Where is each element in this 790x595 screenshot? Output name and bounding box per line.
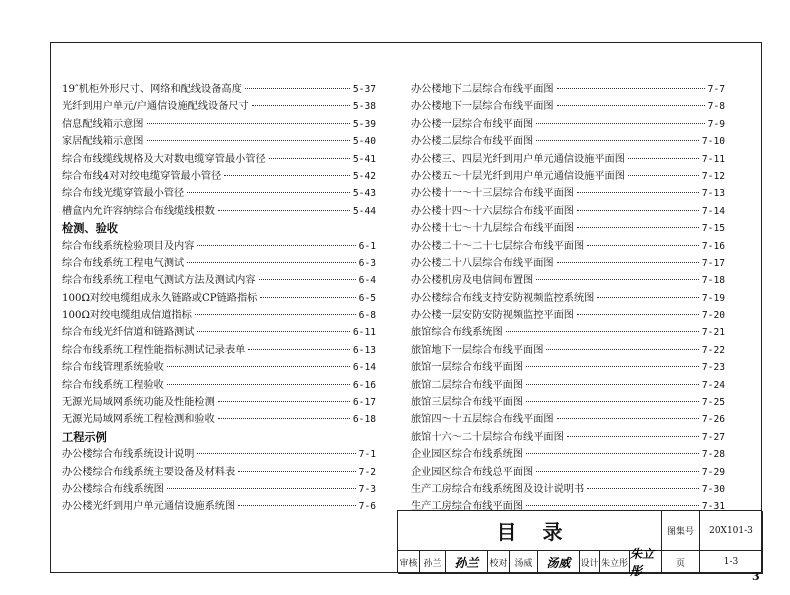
dot-leader: [238, 471, 355, 472]
toc-entry-title: 办公楼光纤到用户单元通信设施系统图: [62, 501, 236, 513]
toc-entry-page: 7-22: [701, 344, 725, 356]
toc-entry: [62, 116, 376, 133]
dot-leader: [218, 418, 350, 419]
dot-leader: [197, 245, 355, 246]
toc-entry: [62, 81, 376, 98]
dot-leader: [218, 401, 350, 402]
toc-entry-page: 7-20: [701, 310, 725, 322]
toc-entry: [62, 203, 376, 220]
toc-entry-title: 家居配线箱示意图: [62, 136, 144, 148]
toc-entry-title: 生产工房综合布线平面图: [411, 501, 524, 513]
dot-leader: [197, 331, 349, 332]
toc-entry: [62, 307, 376, 324]
toc-entry-title: 旅馆一层综合布线平面图: [411, 362, 524, 374]
toc-entry-page: 5-40: [352, 136, 376, 148]
toc-entry-page: 6-4: [358, 275, 376, 287]
check-label: 校对: [488, 551, 510, 574]
atlas-number: 20X101-3: [700, 511, 763, 551]
toc-entry-page: 7-30: [701, 483, 725, 495]
toc-entry-page: 6-14: [352, 362, 376, 374]
dot-leader: [187, 262, 355, 263]
toc-entry: [411, 464, 725, 481]
toc-entry-title: 旅馆十六～二十层综合布线平面图: [411, 431, 564, 443]
toc-entry-title: 综合布线管理系统验收: [62, 362, 164, 374]
dot-leader: [218, 210, 350, 211]
toc-entry: [411, 429, 725, 446]
toc-entry: [411, 185, 725, 202]
dot-leader: [577, 314, 699, 315]
toc-entry: [62, 98, 376, 115]
dot-leader: [245, 88, 350, 89]
atlas-label: 图集号: [662, 511, 700, 551]
toc-entry-title: 综合布线系统工程验收: [62, 379, 164, 391]
dot-leader: [557, 105, 705, 106]
toc-entry-page: 5-44: [352, 205, 376, 217]
toc-entry-page: 6-11: [352, 327, 376, 339]
designer-signature: 朱立彤: [630, 551, 662, 574]
toc-entry-title: 综合布线缆线规格及大对数电缆穿管最小管径: [62, 153, 266, 165]
toc-entry: [62, 151, 376, 168]
toc-entry: [411, 133, 725, 150]
toc-entry: [62, 342, 376, 359]
dot-leader: [526, 505, 699, 506]
toc-entry-page: 7-16: [701, 240, 725, 252]
toc-entry-title: 槽盒内允许容纳综合布线缆线根数: [62, 205, 215, 217]
toc-entry: [411, 255, 725, 272]
toc-entry-title: 办公楼综合布线系统设计说明: [62, 449, 195, 461]
toc-entry-title: 综合布线系统工程性能指标测试记录表单: [62, 344, 246, 356]
toc-entry-title: 办公楼十四～十六层综合布线平面图: [411, 205, 574, 217]
toc-entry: [411, 81, 725, 98]
toc-entry: [62, 446, 376, 463]
dot-leader: [248, 349, 350, 350]
toc-entry: [411, 98, 725, 115]
toc-entry-title: 办公楼综合布线系统图: [62, 483, 164, 495]
checker-name: 汤威: [510, 551, 538, 574]
toc-entry-page: 7-2: [358, 466, 376, 478]
toc-entry: [411, 377, 725, 394]
checker-signature: 汤威: [538, 551, 580, 574]
toc-entry: [62, 255, 376, 272]
toc-entry: [62, 168, 376, 185]
toc-entry-title: 信息配线箱示意图: [62, 118, 144, 130]
toc-entry: [62, 359, 376, 376]
toc-entry-title: 旅馆三层综合布线平面图: [411, 397, 524, 409]
toc-entry-title: 办公楼一层安防安防视频监控平面图: [411, 310, 574, 322]
toc-entry-page: 6-8: [358, 310, 376, 322]
toc-entry-page: 7-3: [358, 483, 376, 495]
toc-entry-page: 7-1: [358, 449, 376, 461]
toc-entry: [62, 272, 376, 289]
toc-entry-title: 旅馆综合布线系统图: [411, 327, 503, 339]
dot-leader: [506, 331, 699, 332]
dot-leader: [526, 401, 699, 402]
dot-leader: [577, 210, 699, 211]
dot-leader: [259, 279, 356, 280]
toc-entry: [62, 481, 376, 498]
toc-entry-title: 办公楼三、四层光纤到用户单元通信设施平面图: [411, 153, 625, 165]
dot-leader: [224, 175, 350, 176]
title-block: [397, 510, 762, 578]
dot-leader: [546, 349, 698, 350]
toc-entry-page: 7-15: [701, 223, 725, 235]
dot-leader: [526, 366, 699, 367]
dot-leader: [536, 471, 699, 472]
toc-entry-page: 7-9: [707, 118, 725, 130]
toc-entry-page: 7-12: [701, 170, 725, 182]
toc-entry-page: 7-24: [701, 379, 725, 391]
toc-entry-title: 生产工房综合布线系统图及设计说明书: [411, 483, 585, 495]
dot-leader: [557, 418, 699, 419]
toc-entry-page: 7-23: [701, 362, 725, 374]
toc-entry-title: 工程示例: [62, 429, 107, 444]
toc-entry-page: 6-5: [358, 292, 376, 304]
toc-entry-page: 7-29: [701, 466, 725, 478]
designer-name: 朱立彤: [600, 551, 630, 574]
review-label: 审核: [398, 551, 420, 574]
dot-leader: [587, 245, 699, 246]
toc-entry-page: 5-41: [352, 153, 376, 165]
toc-entry-title: 综合布线4对对绞电缆穿管最小管径: [62, 170, 222, 182]
toc-entry: [411, 151, 725, 168]
toc-entry-page: 7-21: [701, 327, 725, 339]
toc-entry: [62, 133, 376, 150]
dot-leader: [252, 105, 350, 106]
toc-entry-page: 7-11: [701, 153, 725, 165]
toc-entry-title: 办公楼综合布线支持安防视频监控系统图: [411, 292, 595, 304]
toc-entry-title: 光纤到用户单元/户通信设施配线设备尺寸: [62, 101, 249, 113]
toc-entry: [62, 411, 376, 428]
toc-entry-title: 办公楼二层综合布线平面图: [411, 136, 534, 148]
toc-entry-page: 6-18: [352, 414, 376, 426]
toc-section-heading: [62, 429, 376, 446]
toc-entry: [62, 324, 376, 341]
dot-leader: [260, 297, 355, 298]
page-label: 页: [662, 551, 700, 574]
dot-leader: [557, 262, 699, 263]
toc-entry-title: 企业园区综合布线系统图: [411, 449, 524, 461]
toc-entry: [411, 238, 725, 255]
toc-entry-page: 5-38: [352, 101, 376, 113]
toc-entry-title: 综合布线系统工程电气测试: [62, 257, 185, 269]
toc-entry: [411, 481, 725, 498]
reviewer-signature: 孙兰: [446, 551, 488, 574]
toc-entry: [62, 290, 376, 307]
toc-entry-page: 7-7: [707, 84, 725, 95]
dot-leader: [577, 227, 699, 228]
toc-entry-title: 无源光局域网系统工程检测和验收: [62, 414, 215, 426]
dot-leader: [536, 140, 699, 141]
toc-entry: [411, 324, 725, 341]
toc-entry: [411, 307, 725, 324]
toc-entry-title: 办公楼五～十层光纤到用户单元通信设施平面图: [411, 170, 625, 182]
toc-entry-page: 7-27: [701, 431, 725, 443]
toc-entry-title: 综合布线系统检验项目及内容: [62, 240, 195, 252]
toc-entry-page: 6-1: [358, 240, 376, 252]
toc-entry-title: 企业园区综合布线总平面图: [411, 466, 534, 478]
toc-right-column: [411, 81, 725, 516]
dot-leader: [167, 384, 350, 385]
toc-entry: [411, 394, 725, 411]
design-label: 设计: [580, 551, 600, 574]
toc-entry-page: 5-43: [352, 188, 376, 200]
toc-entry-title: 办公楼地下二层综合布线平面图: [411, 84, 554, 95]
toc-entry-page: 7-26: [701, 414, 725, 426]
toc-entry-title: 旅馆四～十五层综合布线平面图: [411, 414, 554, 426]
toc-entry-title: 办公楼十七～十九层综合布线平面图: [411, 223, 574, 235]
toc-entry: [62, 394, 376, 411]
dot-leader: [536, 279, 699, 280]
toc-entry-title: 无源光局域网系统功能及性能检测: [62, 397, 215, 409]
toc-entry: [411, 446, 725, 463]
dot-leader: [238, 505, 355, 506]
dot-leader: [147, 140, 350, 141]
toc-entry-title: 办公楼机房及电信间布置图: [411, 275, 534, 287]
toc-entry-title: 旅馆地下一层综合布线平面图: [411, 344, 544, 356]
dot-leader: [526, 384, 699, 385]
toc-entry-page: 7-17: [701, 257, 725, 269]
toc-entry-title: 综合布线光纤信道和链路测试: [62, 327, 195, 339]
toc-entry-page: 6-3: [358, 257, 376, 269]
toc-entry-title: 综合布线系统工程电气测试方法及测试内容: [62, 275, 256, 287]
toc-entry-page: 5-39: [352, 118, 376, 130]
toc-entry-page: 7-25: [701, 397, 725, 409]
dot-leader: [147, 123, 350, 124]
toc-entry-title: 100Ω对绞电缆组成永久链路或CP链路指标: [62, 292, 258, 304]
toc-entry-page: 7-31: [701, 501, 725, 513]
toc-entry-title: 办公楼地下一层综合布线平面图: [411, 101, 554, 113]
toc-entry-page: 7-6: [358, 501, 376, 513]
toc-entry-page: 7-18: [701, 275, 725, 287]
dot-leader: [536, 123, 704, 124]
page-number: 3: [752, 570, 760, 583]
toc-entry: [411, 272, 725, 289]
dot-leader: [197, 453, 355, 454]
reviewer-name: 孙兰: [420, 551, 446, 574]
dot-leader: [628, 158, 699, 159]
toc-entry-title: 100Ω对绞电缆组成信道指标: [62, 310, 192, 322]
toc-entry-page: 5-37: [352, 84, 376, 95]
drawing-title: 目录: [398, 511, 662, 551]
toc-entry: [411, 116, 725, 133]
toc-entry-page: 7-8: [707, 101, 725, 113]
dot-leader: [577, 192, 699, 193]
dot-leader: [187, 192, 350, 193]
toc-entry-page: 7-19: [701, 292, 725, 304]
toc-entry: [62, 464, 376, 481]
dot-leader: [557, 88, 705, 89]
toc-entry-page: 7-10: [701, 136, 725, 148]
toc-entry-title: 检测、验收: [62, 221, 118, 236]
toc-entry: [62, 238, 376, 255]
toc-entry: [411, 203, 725, 220]
toc-entry: [411, 359, 725, 376]
toc-entry-title: 办公楼综合布线系统主要设备及材料表: [62, 466, 236, 478]
dot-leader: [167, 488, 356, 489]
toc-entry: [411, 168, 725, 185]
toc-entry-title: 综合布线光缆穿管最小管径: [62, 188, 185, 200]
dot-leader: [195, 314, 356, 315]
toc-entry: [411, 220, 725, 237]
dot-leader: [269, 158, 350, 159]
toc-entry-page: 7-28: [701, 449, 725, 461]
dot-leader: [597, 297, 699, 298]
toc-entry: [411, 411, 725, 428]
toc-entry-title: 19″机柜外形尺寸、网络和配线设备高度: [62, 84, 242, 95]
toc-entry: [411, 342, 725, 359]
toc-entry: [62, 377, 376, 394]
dot-leader: [526, 453, 699, 454]
toc-entry: [62, 498, 376, 515]
toc-entry: [411, 290, 725, 307]
toc-left-column: [62, 81, 376, 516]
dot-leader: [628, 175, 699, 176]
toc-entry-title: 办公楼二十～二十七层综合布线平面图: [411, 240, 585, 252]
toc-entry-title: 办公楼十一～十三层综合布线平面图: [411, 188, 574, 200]
toc-entry: [62, 185, 376, 202]
dot-leader: [587, 488, 699, 489]
toc-entry-page: 6-17: [352, 397, 376, 409]
toc-entry-page: 6-13: [352, 344, 376, 356]
dot-leader: [167, 366, 350, 367]
sheet-number: 1-3: [700, 551, 763, 574]
toc-entry-page: 6-16: [352, 379, 376, 391]
toc-entry-page: 7-13: [701, 188, 725, 200]
toc-entry-page: 7-14: [701, 205, 725, 217]
toc-entry-title: 办公楼二十八层综合布线平面图: [411, 257, 554, 269]
toc-entry-title: 旅馆二层综合布线平面图: [411, 379, 524, 391]
toc-entry-title: 办公楼一层综合布线平面图: [411, 118, 534, 130]
toc-entry-page: 5-42: [352, 170, 376, 182]
dot-leader: [567, 436, 699, 437]
toc-section-heading: [62, 220, 376, 237]
